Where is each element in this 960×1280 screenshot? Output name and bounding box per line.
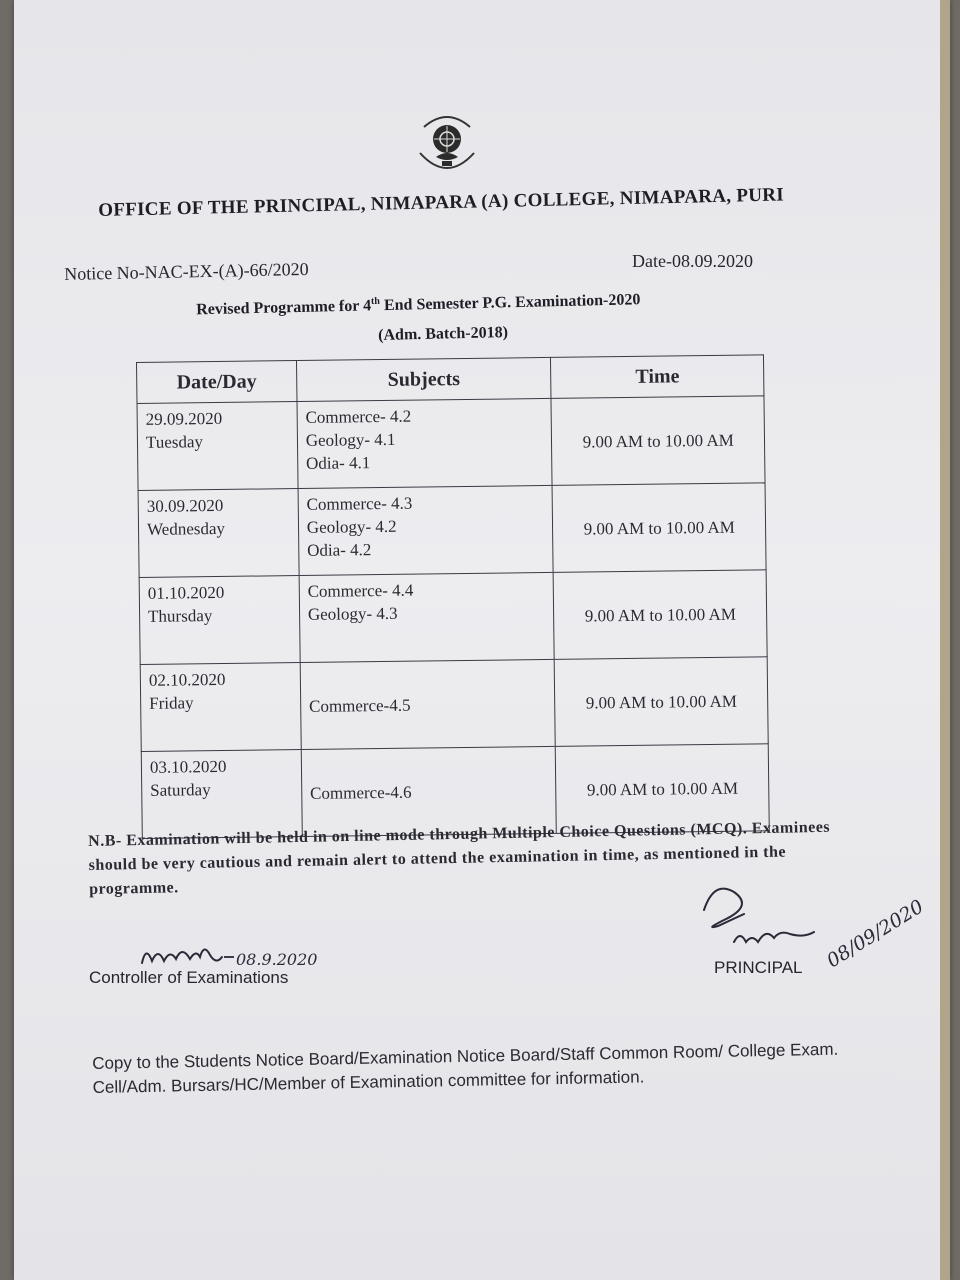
row-day: Friday: [149, 693, 194, 713]
programme-title-suffix: End Semester P.G. Examination-2020: [379, 291, 641, 315]
programme-title: [196, 290, 641, 319]
row-date: 02.10.2020: [148, 669, 226, 690]
subject-item: Geology- 4.2: [306, 516, 397, 537]
principal-signature-date: 08/09/2020: [822, 895, 928, 973]
time-cell: 9.00 AM to 10.00 AM: [552, 483, 766, 573]
time-cell: 9.00 AM to 10.00 AM: [551, 396, 765, 486]
subject-item: Commerce- 4.4: [307, 580, 414, 601]
subjects-cell: [298, 485, 554, 575]
programme-title-prefix: Revised Programme for 4: [196, 297, 372, 319]
date-cell: [138, 489, 299, 578]
college-emblem-icon: [412, 105, 482, 185]
row-day: Saturday: [150, 780, 211, 800]
subjects-cell: [297, 398, 553, 488]
subjects-cell: [299, 572, 555, 662]
table-row: [139, 570, 767, 665]
time-cell: 9.00 AM to 10.00 AM: [555, 657, 769, 747]
date-cell: [140, 663, 301, 752]
batch-label: (Adm. Batch-2018): [378, 324, 509, 344]
date-cell: [137, 402, 298, 491]
subject-item: Geology- 4.3: [307, 603, 398, 624]
row-date: 29.09.2020: [145, 408, 223, 429]
principal-label: PRINCIPAL: [714, 958, 803, 977]
subject-item: Geology- 4.1: [305, 429, 396, 450]
row-date: 01.10.2020: [147, 582, 225, 603]
subjects-cell: [300, 659, 556, 749]
controller-signature-date: 08.9.2020: [236, 950, 318, 969]
row-day: Tuesday: [145, 432, 204, 452]
time-cell: 9.00 AM to 10.00 AM: [554, 570, 768, 660]
table-row: [137, 396, 765, 491]
subject-item: Odia- 4.2: [307, 540, 372, 560]
copy-to-note: Copy to the Students Notice Board/Examination Notice Board/Staff Common Room/ College Exam. Cell/Adm. Bursars/HC/Member of Examination committee for information.: [92, 1039, 839, 1097]
header-date-day: Date/Day: [137, 361, 297, 404]
row-date: 30.09.2020: [146, 495, 224, 516]
subject-item: Odia- 4.1: [305, 453, 371, 473]
programme-title-sup: th: [370, 295, 381, 308]
table-row: [140, 657, 768, 752]
date-cell: [139, 576, 300, 665]
row-day: Thursday: [147, 606, 213, 626]
notice-paper: [14, 0, 950, 1280]
office-title: OFFICE OF THE PRINCIPAL, NIMAPARA (A) COLLEGE, NIMAPARA, PURI: [98, 184, 785, 221]
time-cell: 9.00 AM to 10.00 AM: [556, 744, 770, 834]
notice-number: Notice No-NAC-EX-(A)-66/2020: [64, 258, 309, 284]
header-time: Time: [551, 355, 764, 399]
header-subjects: Subjects: [296, 357, 551, 401]
date-cell: [141, 750, 302, 839]
row-date: 03.10.2020: [149, 756, 227, 777]
notice-date: Date-08.09.2020: [632, 251, 753, 271]
paper-edge: [940, 0, 950, 1280]
table-row: [138, 483, 766, 578]
subject-item: Commerce- 4.3: [306, 493, 413, 514]
controller-label: Controller of Examinations: [89, 968, 289, 987]
schedule-table: [136, 354, 770, 839]
schedule-table-wrapper: [136, 354, 770, 839]
subject-item: Commerce-4.5: [308, 695, 411, 716]
subject-item: Commerce-4.6: [309, 782, 412, 803]
subject-item: Commerce- 4.2: [305, 406, 412, 427]
examination-note: N.B- Examination will be held in on line mode through Multiple Choice Questions (MCQ). Examinees should be very cautious and remain alert to attend the examination in time, as mentioned in the programme.: [88, 818, 831, 898]
row-day: Wednesday: [146, 518, 226, 539]
